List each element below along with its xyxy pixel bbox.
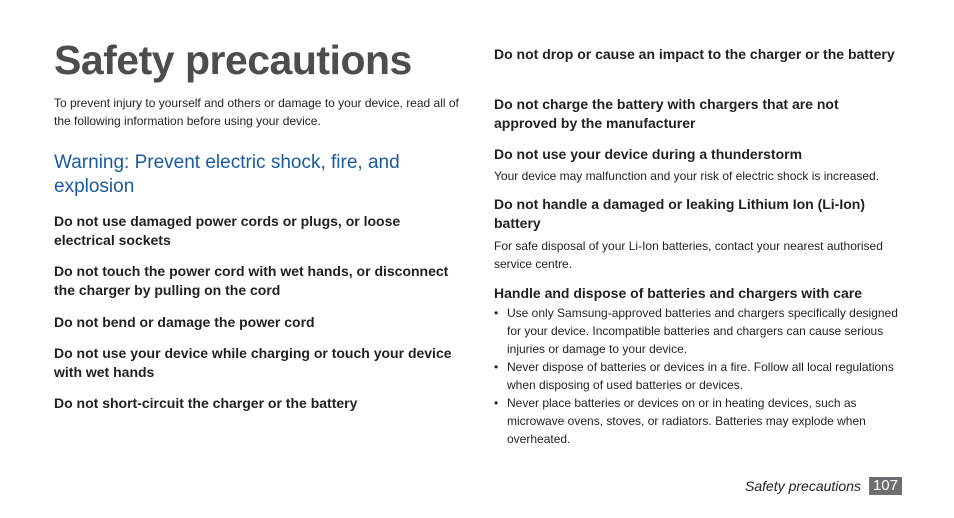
list-item — [494, 394, 904, 448]
warning-heading: Warning: Prevent electric shock, fire, and explosion — [54, 152, 400, 197]
precaution-body: For safe disposal of your Li-Ion batteries, contact your nearest authorised service centre. — [494, 239, 883, 271]
list-item-text: Use only Samsung-approved batteries and chargers specifically designed for your device. Incompatible batteries and chargers can cause serious injuries or damage to your device. — [507, 306, 898, 356]
precaution-heading: Do not short-circuit the charger or the battery — [54, 395, 358, 411]
precaution-body: Your device may malfunction and your risk of electric shock is increased. — [494, 169, 880, 183]
list-item — [494, 304, 904, 358]
bullet-icon: • — [494, 360, 499, 374]
precaution-heading: Do not use your device while charging or touch your device with wet hands — [54, 345, 452, 380]
list-item-text: Never place batteries or devices on or in heating devices, such as microwave ovens, stoves, or radiators. Batteries may explode when overheated. — [507, 396, 866, 446]
page-title: Safety precautions — [54, 37, 412, 83]
precaution-heading: Do not use damaged power cords or plugs, or loose electrical sockets — [54, 213, 401, 248]
precaution-heading: Do not drop or cause an impact to the charger or the battery — [494, 46, 895, 62]
precaution-heading: Handle and dispose of batteries and chargers with care — [494, 285, 862, 301]
page-footer — [745, 477, 902, 495]
bullet-icon: • — [494, 306, 499, 320]
footer-section-label: Safety precautions — [745, 478, 861, 494]
page-number-badge: 107 — [869, 477, 902, 495]
list-item-text: Never dispose of batteries or devices in a fire. Follow all local regulations when disposing of used batteries or devices. — [507, 360, 894, 392]
list-item — [494, 358, 904, 394]
precaution-heading: Do not bend or damage the power cord — [54, 314, 315, 330]
precaution-heading: Do not touch the power cord with wet hands, or disconnect the charger by pulling on the cord — [54, 263, 449, 298]
bullet-icon: • — [494, 396, 499, 410]
precaution-heading: Do not use your device during a thunderstorm — [494, 146, 803, 162]
bullet-list — [494, 304, 904, 448]
precaution-heading: Do not charge the battery with chargers that are not approved by the manufacturer — [494, 96, 839, 131]
intro-paragraph: To prevent injury to yourself and others or damage to your device, read all of the following information before using your device. — [54, 96, 459, 128]
precaution-heading: Do not handle a damaged or leaking Lithium Ion (Li-Ion) battery — [494, 196, 865, 231]
